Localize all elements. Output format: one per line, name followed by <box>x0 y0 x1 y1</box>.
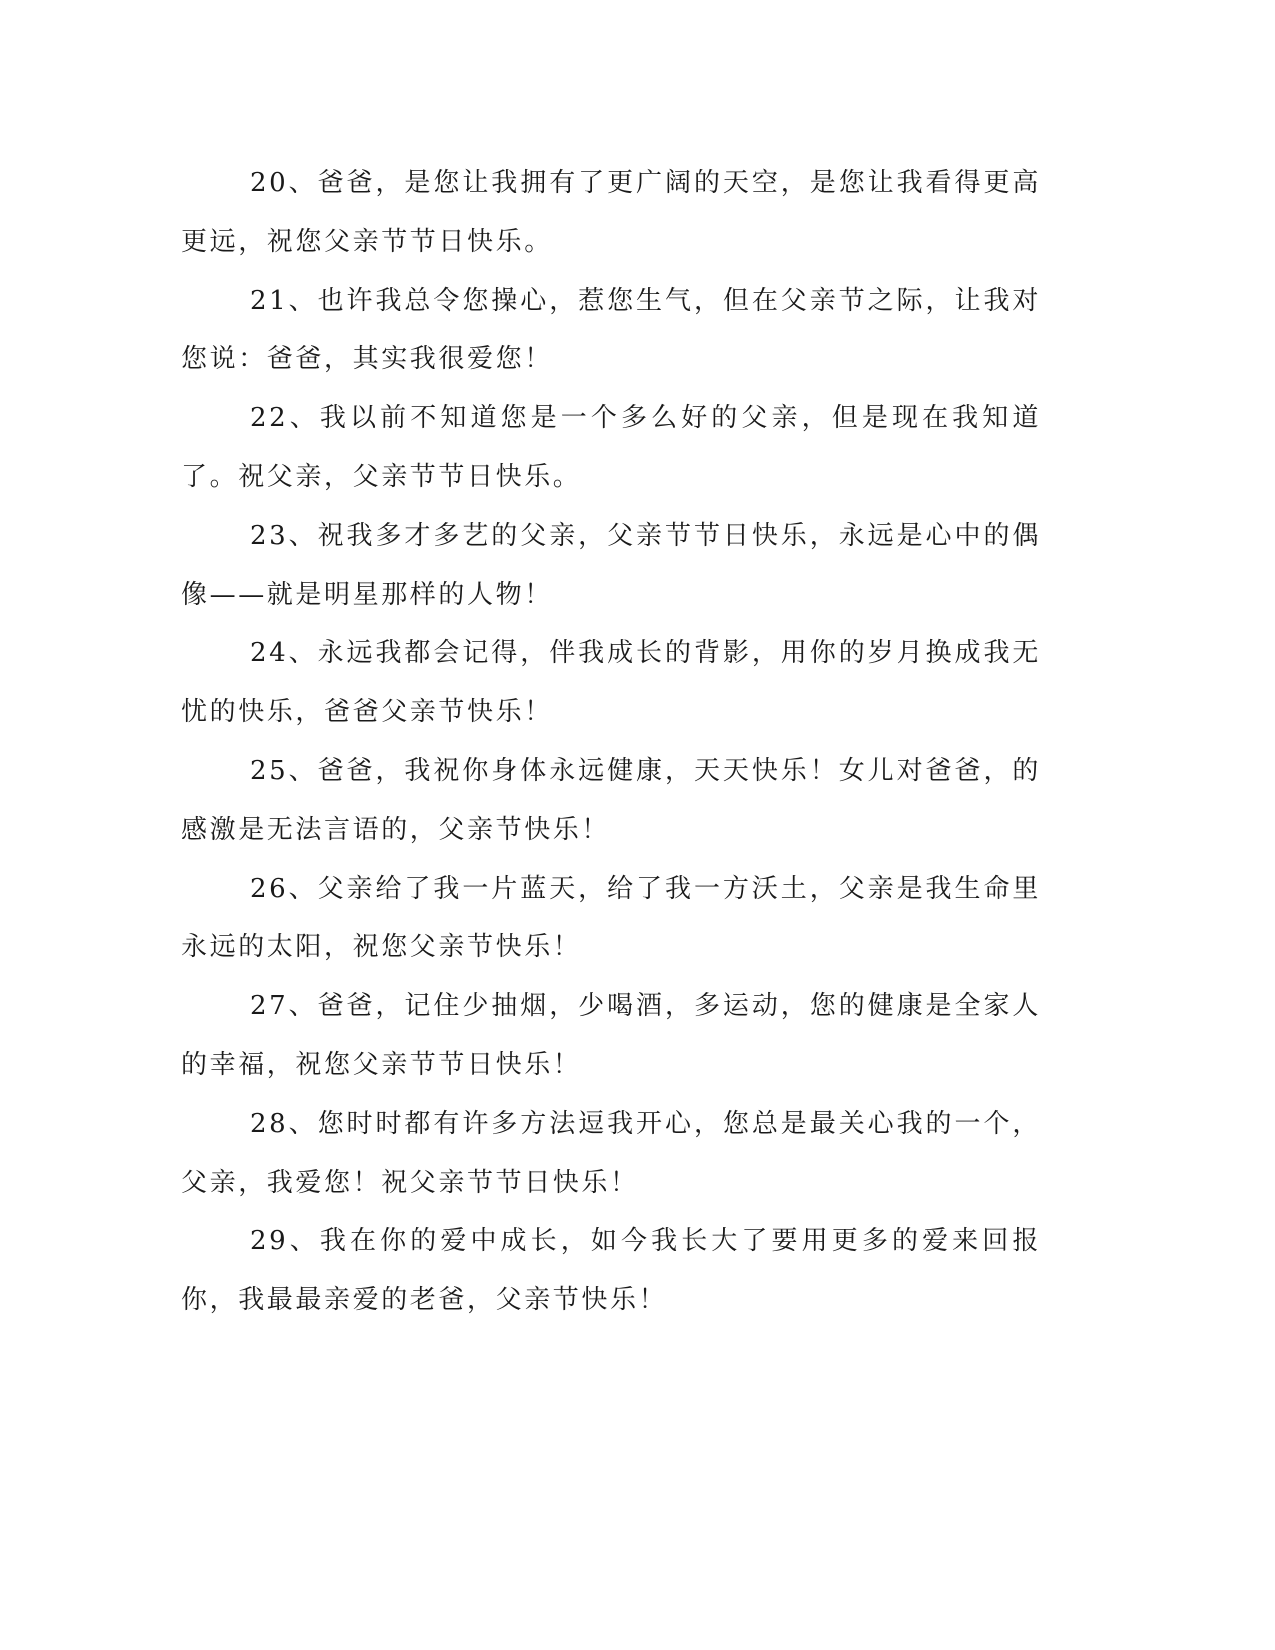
paragraph-22: 22、我以前不知道您是一个多么好的父亲，但是现在我知道了。祝父亲，父亲节节日快乐。 <box>181 403 1041 492</box>
document-body <box>181 154 1041 1330</box>
paragraph-26: 26、父亲给了我一片蓝天，给了我一方沃土，父亲是我生命里永远的太阳，祝您父亲节快乐！ <box>181 873 1041 963</box>
paragraph-28: 28、您时时都有许多方法逗我开心，您总是最关心我的一个，父亲，我爱您！祝父亲节节日快乐！ <box>181 1108 1041 1198</box>
paragraph-25: 25、爸爸，我祝你身体永远健康，天天快乐！女儿对爸爸，的感激是无法言语的，父亲节快乐！ <box>181 755 1041 845</box>
paragraph-24: 24、永远我都会记得，伴我成长的背影，用你的岁月换成我无忧的快乐，爸爸父亲节快乐！ <box>181 638 1041 728</box>
paragraph-21: 21、也许我总令您操心，惹您生气，但在父亲节之际，让我对您说：爸爸，其实我很爱您！ <box>181 285 1041 375</box>
paragraph-29: 29、我在你的爱中成长，如今我长大了要用更多的爱来回报你，我最最亲爱的老爸，父亲节快乐！ <box>181 1226 1041 1316</box>
paragraph-27: 27、爸爸，记住少抽烟，少喝酒，多运动，您的健康是全家人的幸福，祝您父亲节节日快乐！ <box>181 991 1041 1080</box>
paragraph-23: 23、祝我多才多艺的父亲，父亲节节日快乐，永远是心中的偶像——就是明星那样的人物！ <box>181 520 1041 610</box>
paragraph-20: 20、爸爸，是您让我拥有了更广阔的天空，是您让我看得更高更远，祝您父亲节节日快乐。 <box>181 168 1041 257</box>
